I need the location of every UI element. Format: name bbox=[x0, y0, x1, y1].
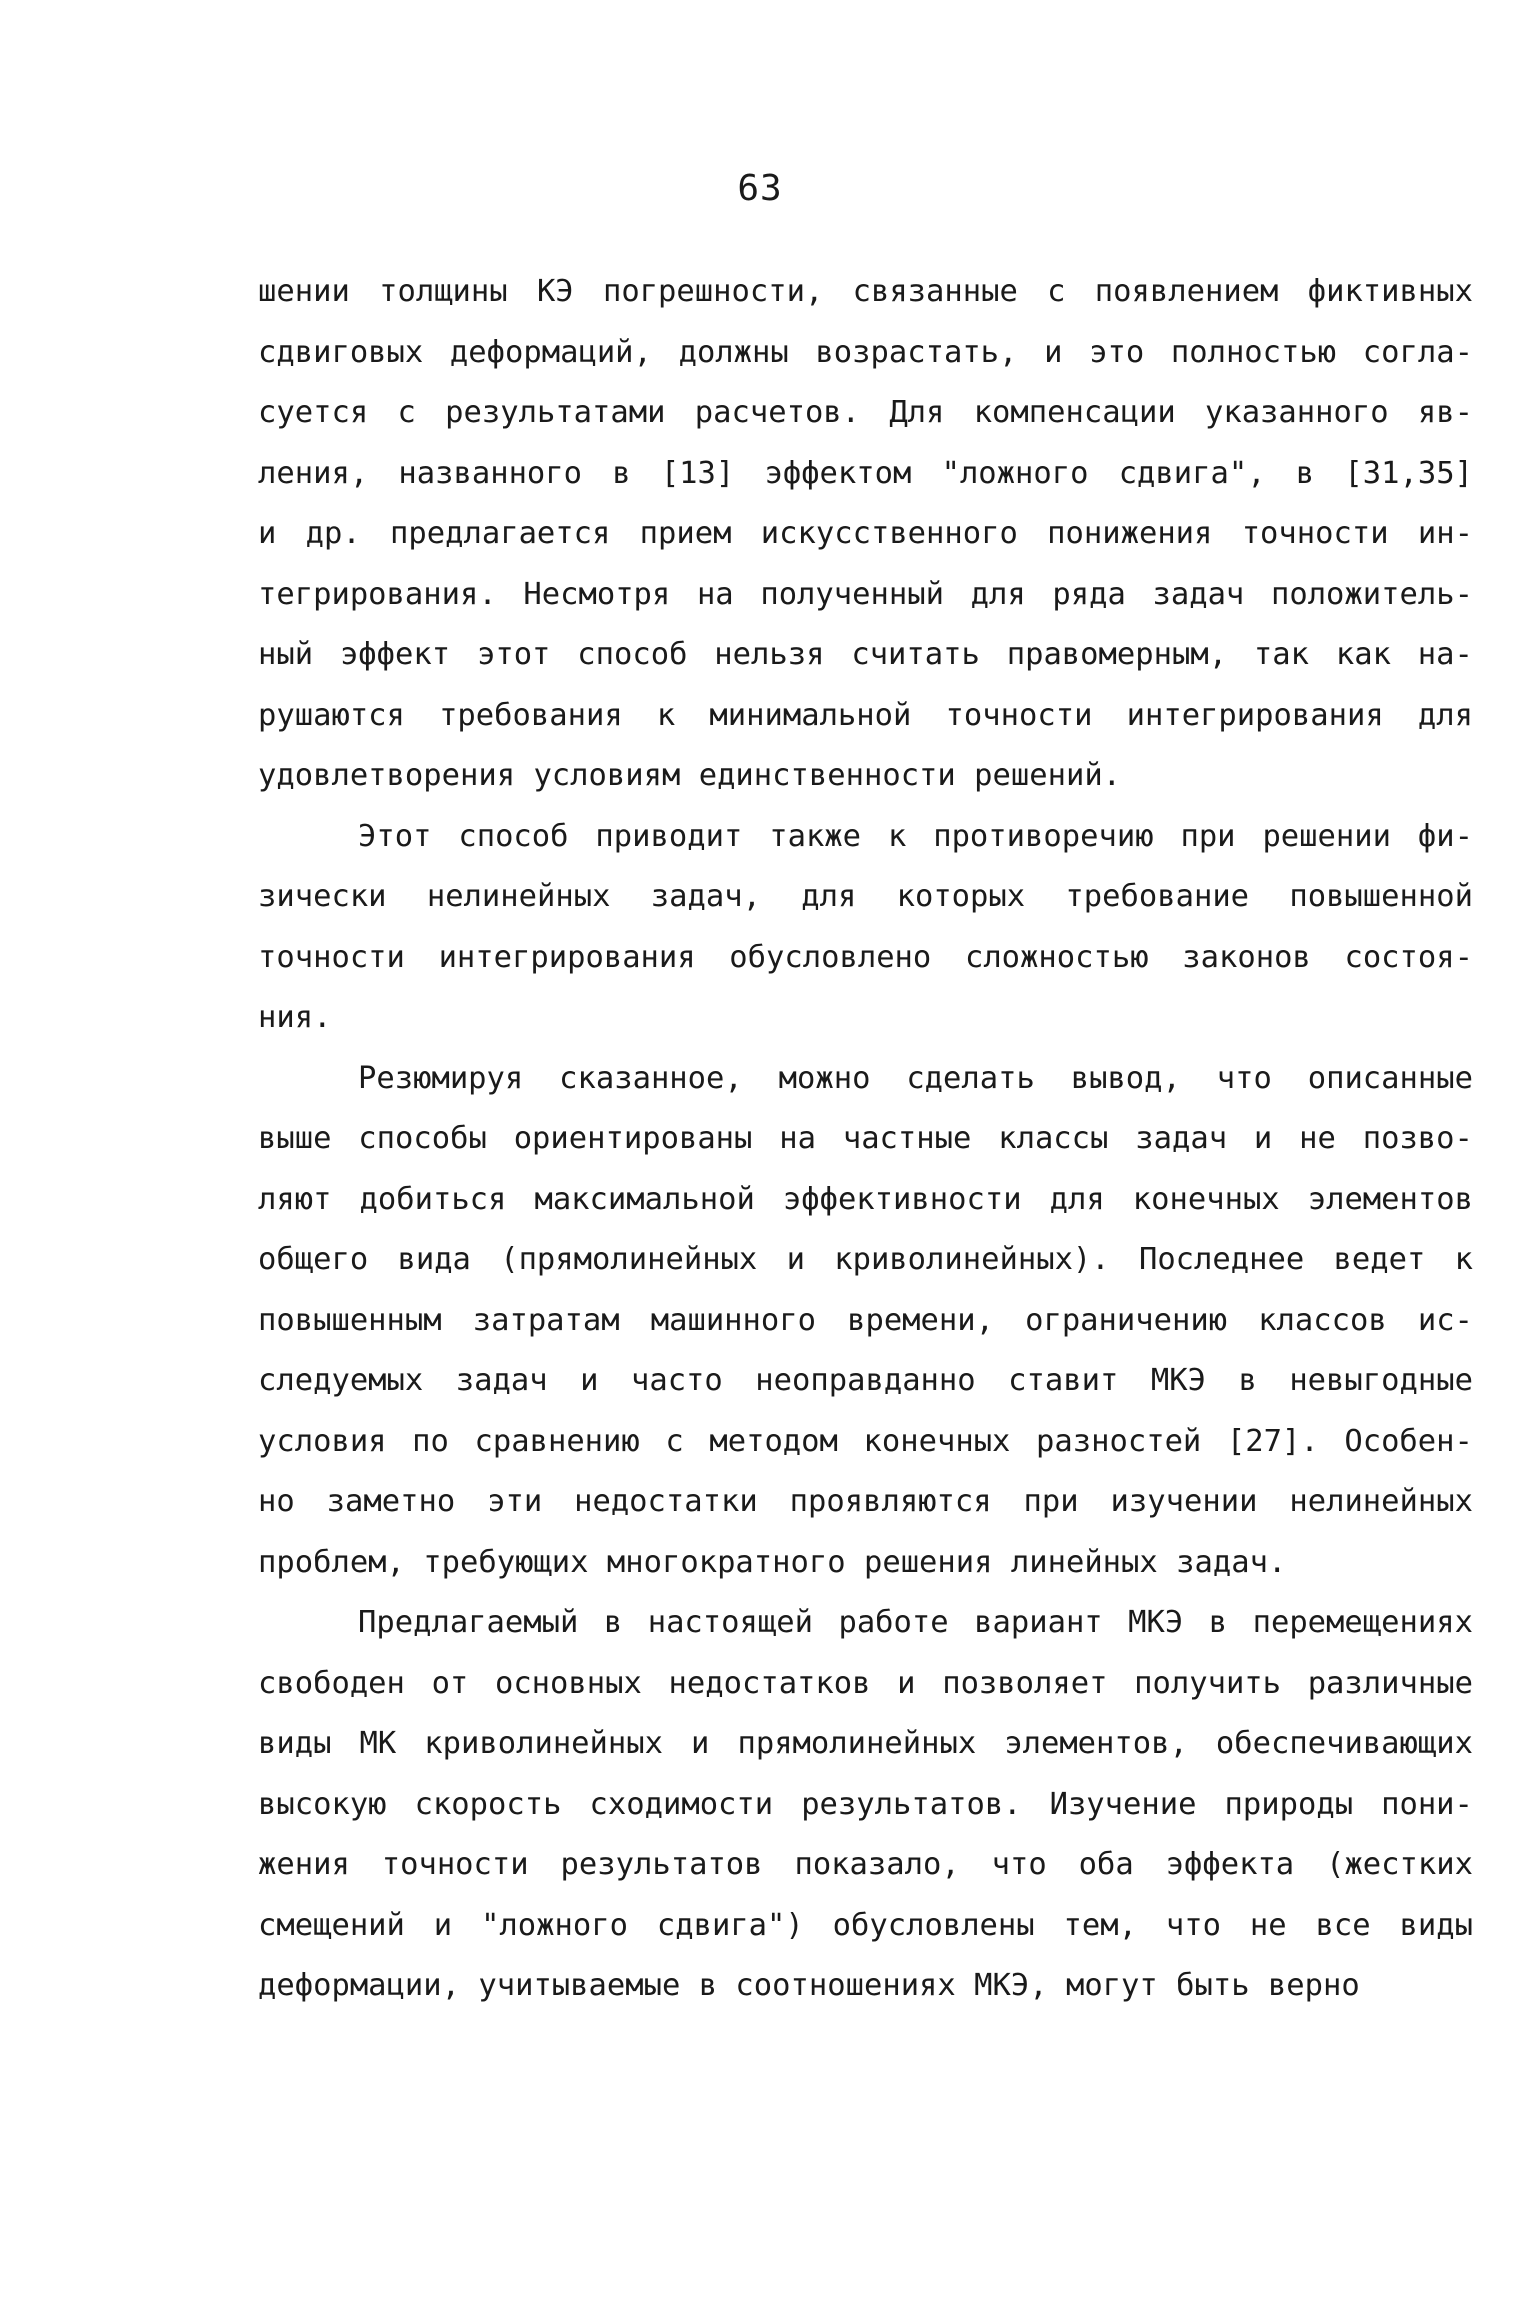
text-line: зически нелинейных задач, для которых требование повышенной bbox=[258, 879, 1473, 914]
page-number: 63 bbox=[737, 168, 783, 209]
text-line: шении толщины КЭ погрешности, связанные с появлением фиктивных bbox=[258, 274, 1473, 309]
text-line: точности интегрирования обусловлено сложностью законов состоя- bbox=[258, 939, 1473, 975]
text-line: Предлагаемый в настоящей работе вариант МКЭ в перемещениях bbox=[358, 1605, 1473, 1640]
text-line: смещений и "ложного сдвига") обусловлены тем, что не все виды bbox=[258, 1907, 1473, 1943]
text-line: свободен от основных недостатков и позволяет получить различные bbox=[258, 1665, 1473, 1701]
text-line: и др. предлагается прием искусственного понижения точности ин- bbox=[258, 516, 1473, 551]
paragraph bbox=[258, 807, 1473, 1049]
text-line: условия по сравнению с методом конечных разностей [27]. Особен- bbox=[258, 1423, 1473, 1459]
text-line: ния. bbox=[258, 1000, 332, 1035]
text-line: ляют добиться максимальной эффективности для конечных элементов bbox=[258, 1181, 1473, 1217]
text-line: Этот способ приводит также к противоречию при решении фи- bbox=[358, 818, 1473, 854]
text-line: жения точности результатов показало, что оба эффекта (жестких bbox=[258, 1847, 1473, 1882]
text-line: виды МК криволинейных и прямолинейных элементов, обеспечивающих bbox=[258, 1726, 1473, 1761]
text-line: Резюмируя сказанное, можно сделать вывод, что описанные bbox=[358, 1060, 1473, 1096]
text-line: проблем, требующих многократного решения линейных задач. bbox=[258, 1544, 1287, 1580]
text-line: суется с результатами расчетов. Для компенсации указанного яв- bbox=[258, 395, 1473, 430]
paragraph bbox=[258, 1049, 1473, 1594]
text-line: удовлетворения условиям единственности решений. bbox=[258, 758, 1122, 793]
text-line: ный эффект этот способ нельзя считать правомерным, так как на- bbox=[258, 637, 1473, 672]
text-line: общего вида (прямолинейных и криволинейных). Последнее ведет к bbox=[258, 1242, 1473, 1277]
paragraph bbox=[258, 262, 1473, 807]
paragraph bbox=[258, 1593, 1473, 2017]
text-line: повышенным затратам машинного времени, ограничению классов ис- bbox=[258, 1302, 1473, 1338]
text-line: выше способы ориентированы на частные классы задач и не позво- bbox=[258, 1121, 1473, 1156]
text-line: тегрирования. Несмотря на полученный для ряда задач положитель- bbox=[258, 576, 1473, 612]
text-line: сдвиговых деформаций, должны возрастать, и это полностью согла- bbox=[258, 334, 1473, 370]
text-line: деформации, учитываемые в соотношениях МКЭ, могут быть верно bbox=[258, 1968, 1360, 2003]
document-body bbox=[258, 262, 1473, 2017]
text-line: высокую скорость сходимости результатов. Изучение природы пони- bbox=[258, 1786, 1473, 1822]
text-line: следуемых задач и часто неоправданно ставит МКЭ в невыгодные bbox=[258, 1363, 1473, 1398]
text-line: ления, названного в [13] эффектом "ложного сдвига", в [31,35] bbox=[258, 455, 1473, 491]
text-line: но заметно эти недостатки проявляются при изучении нелинейных bbox=[258, 1484, 1473, 1519]
text-line: рушаются требования к минимальной точности интегрирования для bbox=[258, 697, 1473, 733]
